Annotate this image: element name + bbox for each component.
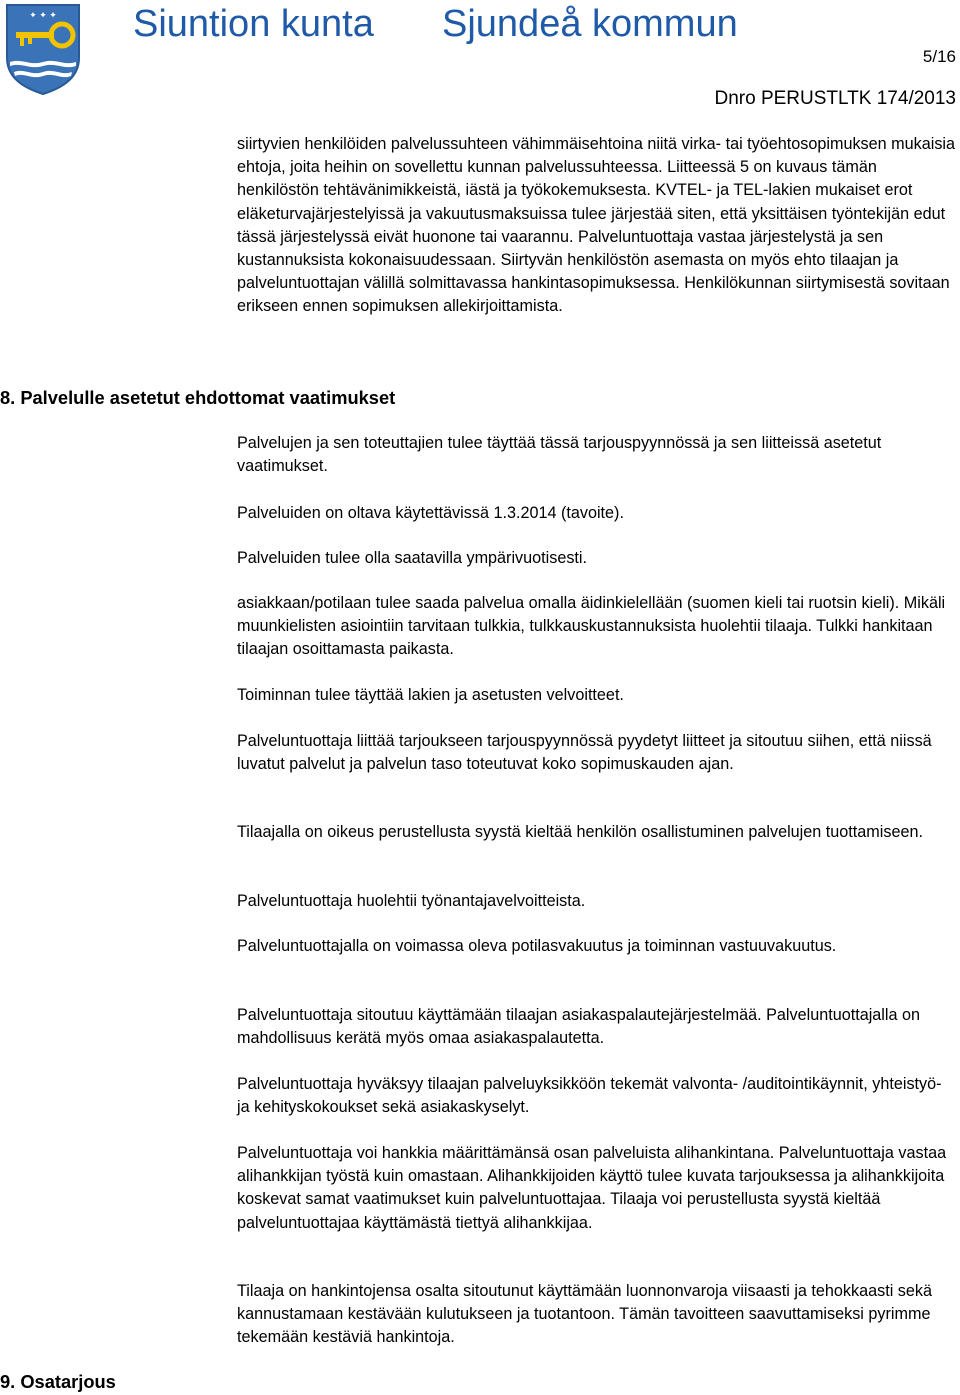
requirement-paragraph: Palveluiden tulee olla saatavilla ympärivuotisesti. <box>237 549 588 567</box>
requirement-paragraph: Tilaaja on hankintojensa osalta sitoutunut käyttämään luonnonvaroja viisaasti ja tehokkaasti sekä kannustamaan kestävään kulutukseen ja tuotantoon. Tämän tavoitteen saavuttamiseksi pyrimme tekemään kestäviä hankintoja. <box>237 1282 932 1347</box>
page-number: 5/16 <box>922 47 956 66</box>
requirement-paragraph: Palveluntuottaja liittää tarjoukseen tarjouspyynnössä pyydetyt liitteet ja sitoutuu siihen, että niissä luvatut palvelut ja palvelun taso toteutuvat koko sopimuskauden ajan. <box>237 732 932 774</box>
section-8-heading: 8. Palvelulle asetetut ehdottomat vaatimukset <box>0 387 396 408</box>
requirement-paragraph: Palveluntuottaja hyväksyy tilaajan palveluyksikköön tekemät valvonta- /auditointikäynnit, yhteistyö- ja kehityskokoukset sekä asiakaskyselyt. <box>237 1075 942 1117</box>
requirement-paragraph: Palveluntuottaja voi hankkia määrittämänsä osan palveluista alihankintana. Palveluntuottaja vastaa alihankkijan työstä kuin omastaan. Alihankkijoiden käyttö tulee kuvata tarjouksessa ja alihankkijoita koskevat samat vaatimukset kuin palveluntuottajaa. Tilaaja voi perustellusta syystä kieltää palveluntuottajaa käyttämästä tiettyä alihankkijaa. <box>237 1144 947 1232</box>
document-reference: Dnro PERUSTLTK 174/2013 <box>714 88 956 109</box>
requirement-paragraph: Palvelujen ja sen toteuttajien tulee täyttää tässä tarjouspyynnössä ja sen liitteissä asetetut vaatimukset. <box>237 434 882 476</box>
intro-section <box>237 133 957 319</box>
org-name-swedish: Sjundeå kommun <box>442 3 738 45</box>
requirement-paragraph: Tilaajalla on oikeus perustellusta syystä kieltää henkilön osallistuminen palvelujen tuottamiseen. <box>237 823 923 841</box>
requirement-paragraph: Toiminnan tulee täyttää lakien ja asetusten velvoitteet. <box>237 686 624 704</box>
requirement-paragraph: Palveluntuottaja sitoutuu käyttämään tilaajan asiakaspalautejärjestelmää. Palveluntuottajalla on mahdollisuus kerätä myös omaa asiakaspalautetta. <box>237 1006 921 1048</box>
svg-text:✦ ✦ ✦: ✦ ✦ ✦ <box>29 10 57 20</box>
requirement-paragraph: Palveluiden on oltava käytettävissä 1.3.2014 (tavoite). <box>237 504 624 522</box>
requirement-paragraph: Palveluntuottaja huolehtii työnantajavelvoitteista. <box>237 892 586 910</box>
section-9-heading: 9. Osatarjous <box>0 1371 116 1392</box>
requirement-paragraph: asiakkaan/potilaan tulee saada palvelua omalla äidinkielellään (suomen kieli tai ruotsin kieli). Mikäli muunkielisten asiointiin tarvitaan tulkkia, tulkkauskustannuksista huolehtii tilaaja. Tulkki hankitaan tilaajan osoittamasta paikasta. <box>237 594 946 659</box>
intro-paragraph: siirtyvien henkilöiden palvelussuhteen vähimmäisehtoina niitä virka- tai työehtosopimuksen mukaisia ehtoja, joita heihin on sovellettu kunnan palvelussuhteessa. Liitteessä 5 on kuvaus tämän henkilöstön tehtävänimikkeistä, iästä ja työkokemuksesta. KVTEL- ja TEL-lakien mukaiset erot eläketurvajärjestelyissä ja vakuutusmaksuissa tulee järjestää siten, että yksittäisen työntekijän edut tässä järjestelyssä eivät huonone tai vaarannu. Palveluntuottaja vastaa järjestelystä ja sen kustannuksista kokonaisuudessaan. Siirtyvän henkilöstön asemasta on myös ehto tilaajan ja palveluntuottajan välillä solmittavassa hankintasopimuksessa. Henkilökunnan siirtymisestä sovitaan erikseen ennen sopimuksen allekirjoittamista. <box>237 135 956 316</box>
municipal-crest-icon <box>4 2 82 96</box>
org-name-finnish: Siuntion kunta <box>133 3 374 45</box>
requirement-paragraph: Palveluntuottajalla on voimassa oleva potilasvakuutus ja toiminnan vastuuvakuutus. <box>237 937 837 955</box>
